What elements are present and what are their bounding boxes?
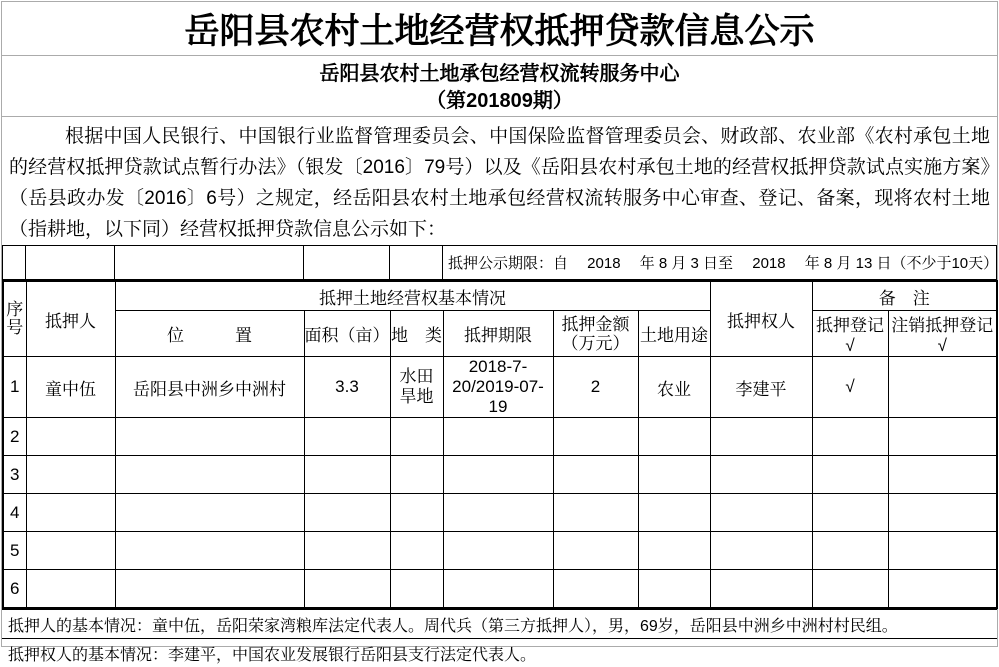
header-mortgagor: 抵押人 — [26, 281, 115, 357]
cell-mortgagee — [710, 418, 812, 456]
header-land-type: 地 类 — [390, 311, 443, 357]
cell-land-type — [390, 418, 443, 456]
header-area: 面积（亩） — [304, 311, 390, 357]
cell-seq: 5 — [3, 532, 26, 570]
cell-area — [304, 494, 390, 532]
cell-mortgagor — [26, 456, 115, 494]
cell-land-type — [390, 532, 443, 570]
cell-deregistered — [888, 456, 997, 494]
loan-table — [2, 280, 998, 609]
cell-amount — [553, 456, 638, 494]
cell-land-use — [638, 532, 710, 570]
cell-mortgagee — [710, 532, 812, 570]
cell-deregistered — [888, 418, 997, 456]
cell-mortgagor — [26, 418, 115, 456]
mortgagor-note: 抵押人的基本情况：童中伍，岳阳荣家湾粮库法定代表人。周代兵（第三方抵押人），男，69岁，岳阳县中洲乡中洲村村民组。 — [2, 609, 997, 638]
cell-location — [115, 418, 304, 456]
cell-land-use: 农业 — [638, 357, 710, 418]
cell-registered — [812, 456, 888, 494]
cell-mortgagee: 李建平 — [710, 357, 812, 418]
cell-registered — [812, 418, 888, 456]
notice-period-row — [2, 245, 997, 280]
subtitle-issue-number: （第201809期） — [426, 90, 573, 112]
cell-seq: 3 — [3, 456, 26, 494]
cell-period — [443, 418, 553, 456]
cell-area — [304, 532, 390, 570]
cell-mortgagee — [710, 494, 812, 532]
cell-land-use — [638, 418, 710, 456]
cell-mortgagor — [26, 570, 115, 609]
header-amount-line1: 抵押金额 — [561, 314, 630, 334]
cell-period — [443, 456, 553, 494]
header-period: 抵押期限 — [443, 311, 553, 357]
page-title: 岳阳县农村土地经营权抵押贷款信息公示 — [2, 2, 997, 56]
intro-paragraph: 根据中国人民银行、中国银行业监督管理委员会、中国保险监督管理委员会、财政部、农业部《农村承包土地的经营权抵押贷款试点暂行办法》（银发〔2016〕79号）以及《岳阳县农村承包土地的经营权抵押贷款试点实施方案》（岳县政办发〔2016〕6号）之规定，经岳阳县农村土地承包经营权流转服务中心审查、登记、备案，现将农村土地（指耕地，以下同）经营权抵押贷款信息公示如下： — [9, 126, 990, 240]
empty-cell — [115, 246, 304, 280]
land-type-line2: 旱地 — [399, 387, 434, 406]
cell-registered — [812, 532, 888, 570]
header-deregistered: 注销抵押登记√ — [888, 311, 997, 357]
header-row-group — [3, 281, 997, 311]
cell-area — [304, 418, 390, 456]
cell-land-type — [390, 494, 443, 532]
cell-area — [304, 570, 390, 609]
empty-cell — [304, 246, 390, 280]
header-land-info-group: 抵押土地经营权基本情况 — [115, 281, 710, 311]
header-registered: 抵押登记√ — [812, 311, 888, 357]
cell-mortgagor: 童中伍 — [26, 357, 115, 418]
cell-location — [115, 570, 304, 609]
cell-registered — [812, 494, 888, 532]
cell-mortgagee — [710, 456, 812, 494]
cell-mortgagor — [26, 494, 115, 532]
cell-registered: √ — [812, 357, 888, 418]
cell-land-use — [638, 456, 710, 494]
cell-registered — [812, 570, 888, 609]
cell-area: 3.3 — [304, 357, 390, 418]
cell-seq: 2 — [3, 418, 26, 456]
table-row — [3, 456, 997, 494]
cell-amount — [553, 494, 638, 532]
cell-seq: 6 — [3, 570, 26, 609]
header-amount-line2: （万元） — [561, 333, 630, 353]
cell-deregistered — [888, 532, 997, 570]
mortgagee-note: 抵押权人的基本情况：李建平，中国农业发展银行岳阳县支行法定代表人。 — [2, 638, 997, 667]
notice-page — [1, 1, 999, 664]
period-line1: 2018-7- — [468, 357, 528, 376]
cell-deregistered — [888, 357, 997, 418]
cell-deregistered — [888, 494, 997, 532]
cell-land-use — [638, 494, 710, 532]
table-row — [3, 532, 997, 570]
cell-mortgagor — [26, 532, 115, 570]
empty-cell — [3, 246, 26, 280]
cell-land-type — [390, 456, 443, 494]
cell-location — [115, 456, 304, 494]
empty-cell — [390, 246, 443, 280]
cell-period — [443, 357, 553, 418]
notice-period-text: 抵押公示期限：自 2018 年 8 月 3 日至 2018 年 8 月 13 日（不少于10天） — [443, 246, 997, 280]
header-location: 位 置 — [115, 311, 304, 357]
land-type-line1: 水田 — [399, 367, 434, 386]
period-line2: 20/2019-07-19 — [452, 377, 544, 416]
header-seq: 序号 — [3, 281, 26, 357]
cell-area — [304, 456, 390, 494]
cell-land-use — [638, 570, 710, 609]
header-land-use: 土地用途 — [638, 311, 710, 357]
cell-seq: 4 — [3, 494, 26, 532]
cell-location — [115, 494, 304, 532]
table-row — [3, 494, 997, 532]
cell-mortgagee — [710, 570, 812, 609]
table-row — [3, 570, 997, 609]
notice-period-tr — [3, 246, 997, 280]
cell-amount — [553, 532, 638, 570]
cell-deregistered — [888, 570, 997, 609]
cell-land-type — [390, 570, 443, 609]
cell-land-type — [390, 357, 443, 418]
cell-seq: 1 — [3, 357, 26, 418]
header-mortgagee: 抵押权人 — [710, 281, 812, 357]
table-row — [3, 357, 997, 418]
cell-amount: 2 — [553, 357, 638, 418]
cell-period — [443, 532, 553, 570]
empty-cell — [26, 246, 115, 280]
cell-period — [443, 570, 553, 609]
subtitle-block — [2, 56, 997, 117]
cell-location — [115, 532, 304, 570]
cell-location: 岳阳县中洲乡中洲村 — [115, 357, 304, 418]
cell-period — [443, 494, 553, 532]
cell-amount — [553, 418, 638, 456]
table-row — [3, 418, 997, 456]
subtitle-center-name: 岳阳县农村土地承包经营权流转服务中心 — [319, 63, 680, 85]
header-remark-group: 备 注 — [812, 281, 997, 311]
header-amount — [553, 311, 638, 357]
cell-amount — [553, 570, 638, 609]
header-row-sub — [3, 311, 997, 357]
